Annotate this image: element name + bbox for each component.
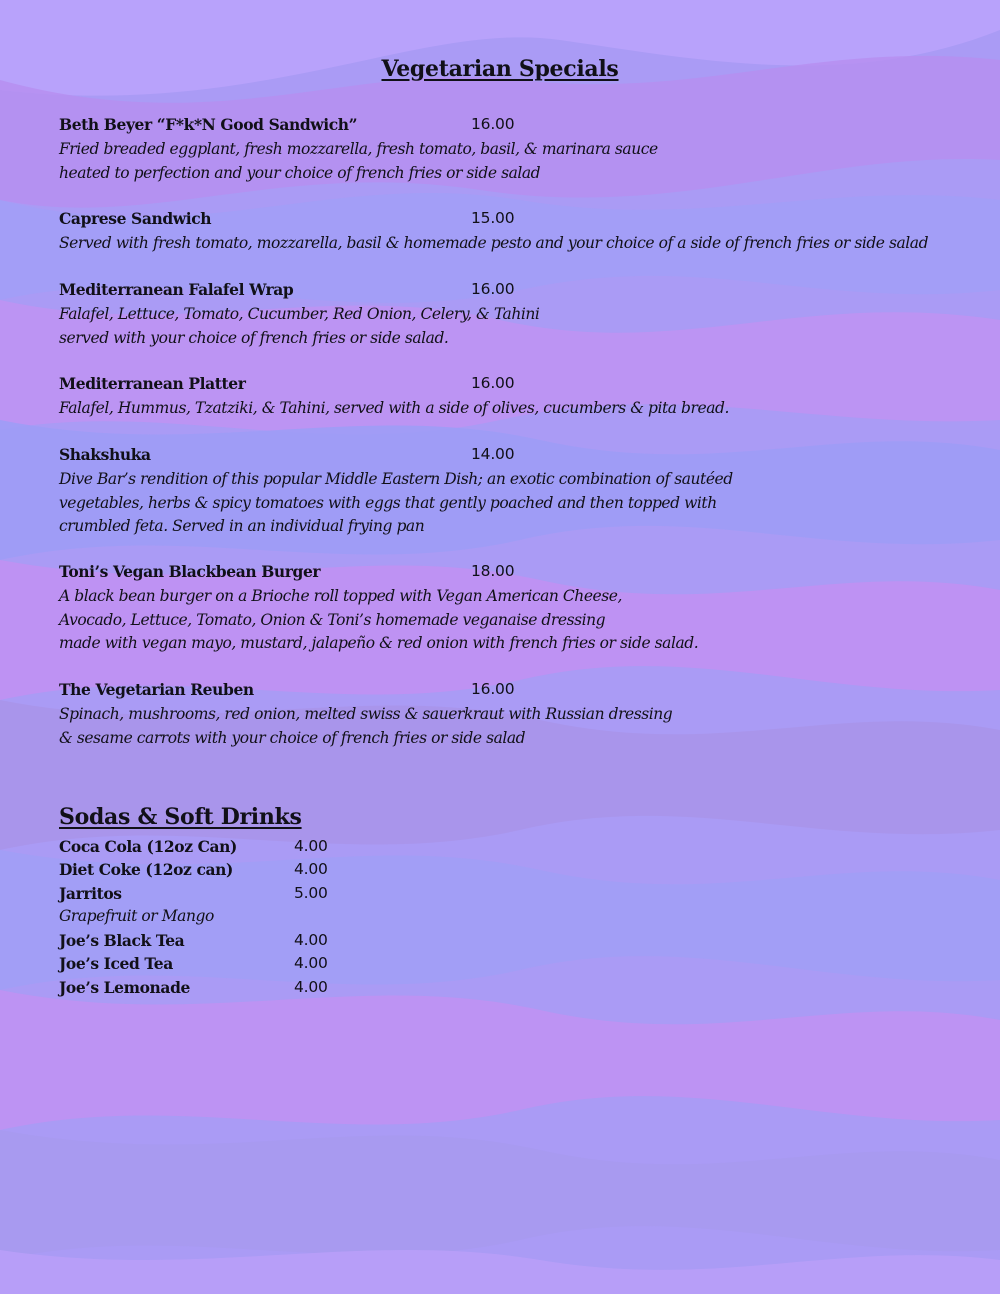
menu-item-price: 18.00 <box>471 562 515 580</box>
drink-item <box>59 860 359 883</box>
drink-name: Diet Coke (12oz can) <box>59 860 233 879</box>
menu-item-price: 16.00 <box>471 374 515 392</box>
menu-item-description <box>59 232 939 256</box>
menu-item-name: Shakshuka <box>59 445 151 464</box>
menu-item-name: Toni’s Vegan Blackbean Burger <box>59 562 321 581</box>
menu-item-description <box>59 468 939 539</box>
drink-item <box>59 931 359 954</box>
menu-item-price: 16.00 <box>471 680 515 698</box>
description-line: crumbled feta. Served in an individual frying pan <box>59 517 425 536</box>
description-line: served with your choice of french fries or side salad. <box>59 328 449 347</box>
description-line: A black bean burger on a Brioche roll topped with Vegan American Cheese, <box>59 587 622 605</box>
menu-item-price: 14.00 <box>471 445 515 463</box>
description-line: Fried breaded eggplant, fresh mozzarella, fresh tomato, basil, & marinara sauce <box>59 140 658 158</box>
drink-name: Coca Cola (12oz Can) <box>59 837 237 856</box>
drink-item <box>59 837 359 860</box>
menu-item-price: 16.00 <box>471 115 515 133</box>
menu-item-description <box>59 397 939 421</box>
drink-name: Jarritos <box>59 884 122 903</box>
menu-item-description <box>59 585 939 656</box>
drink-note: Grapefruit or Mango <box>59 907 214 925</box>
drink-price: 4.00 <box>294 837 328 855</box>
drink-item <box>59 978 359 1001</box>
menu-item-price: 15.00 <box>471 209 515 227</box>
description-line: Served with fresh tomato, mozzarella, basil & homemade pesto and your choice of a side of french fries or side salad <box>59 234 929 252</box>
menu-item-description <box>59 303 939 350</box>
description-line: & sesame carrots with your choice of french fries or side salad <box>59 728 526 747</box>
menu-item-name: Mediterranean Falafel Wrap <box>59 280 294 299</box>
drink-price: 4.00 <box>294 954 328 972</box>
drink-price: 4.00 <box>294 978 328 996</box>
menu-item-name: Caprese Sandwich <box>59 209 212 228</box>
description-line: Spinach, mushrooms, red onion, melted swiss & sauerkraut with Russian dressing <box>59 705 673 723</box>
description-line: made with vegan mayo, mustard, jalapeño & red onion with french fries or side salad. <box>59 634 699 653</box>
description-line: Falafel, Lettuce, Tomato, Cucumber, Red Onion, Celery, & Tahini <box>59 305 540 323</box>
drink-name: Joe’s Iced Tea <box>59 954 173 973</box>
drink-name: Joe’s Black Tea <box>59 931 185 950</box>
description-line: Avocado, Lettuce, Tomato, Onion & Toni’s homemade veganaise dressing <box>59 610 606 629</box>
menu-item-description <box>59 138 939 185</box>
drink-price: 4.00 <box>294 931 328 949</box>
description-line: heated to perfection and your choice of french fries or side salad <box>59 163 541 182</box>
menu-item-price: 16.00 <box>471 280 515 298</box>
menu-item-name: The Vegetarian Reuben <box>59 680 254 699</box>
menu-item-description <box>59 703 939 750</box>
sodas-soft-drinks-title: Sodas & Soft Drinks <box>59 804 302 830</box>
menu-item-name: Mediterranean Platter <box>59 374 246 393</box>
drink-item <box>59 954 359 977</box>
drink-price: 4.00 <box>294 860 328 878</box>
menu-item-name: Beth Beyer “F*k*N Good Sandwich” <box>59 115 358 134</box>
drink-name: Joe’s Lemonade <box>59 978 190 997</box>
vegetarian-specials-title: Vegetarian Specials <box>381 56 619 82</box>
drink-item <box>59 884 359 907</box>
drink-price: 5.00 <box>294 884 328 902</box>
description-line: Falafel, Hummus, Tzatziki, & Tahini, served with a side of olives, cucumbers & pita bread. <box>59 399 729 417</box>
description-line: Dive Bar’s rendition of this popular Middle Eastern Dish; an exotic combination of sautéed <box>59 470 733 488</box>
description-line: vegetables, herbs & spicy tomatoes with eggs that gently poached and then topped with <box>59 493 717 512</box>
